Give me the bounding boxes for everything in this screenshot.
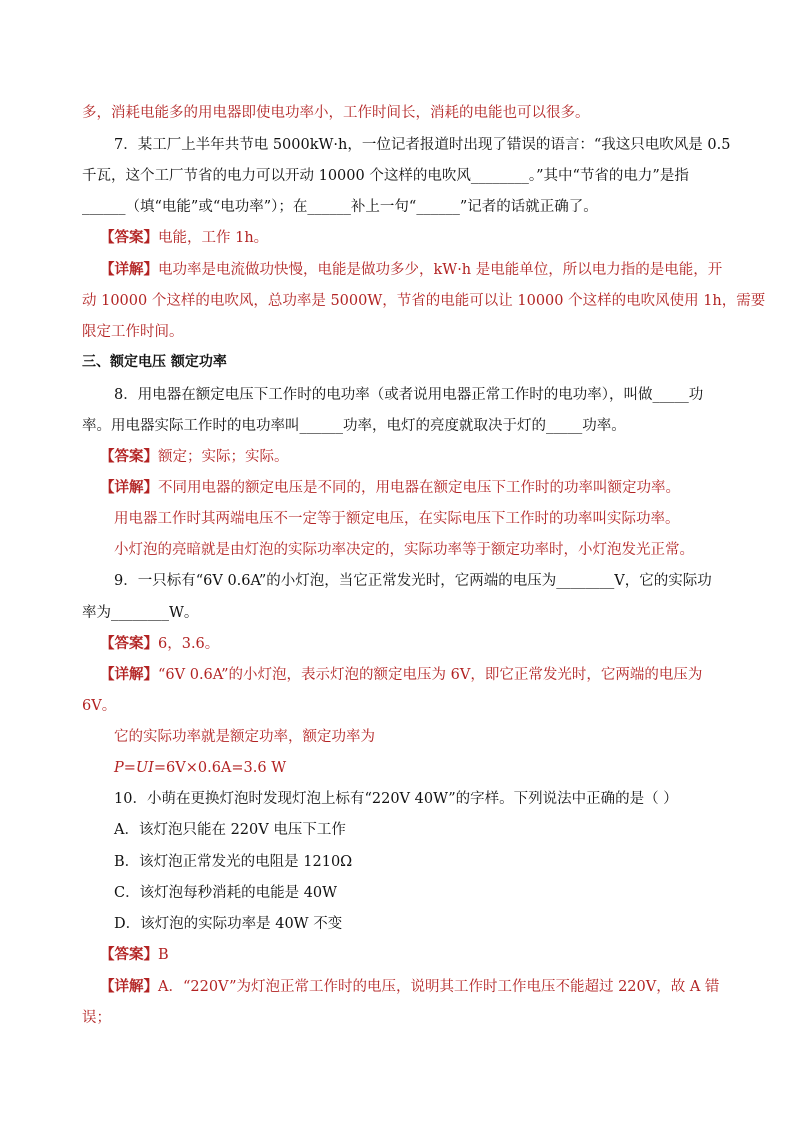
answer-tag: 【答案】 bbox=[100, 635, 158, 652]
option-a: A．该灯泡只能在 220V 电压下工作 bbox=[114, 822, 346, 838]
answer-tag: 【答案】 bbox=[100, 448, 158, 465]
answer-tag: 【答案】 bbox=[100, 946, 158, 963]
detail-line: 用电器工作时其两端电压不一定等于额定电压，在实际电压下工作时的功率叫实际功率。 bbox=[114, 511, 680, 527]
answer-text: 电能，工作 1h。 bbox=[158, 230, 269, 246]
question-7-line: 7．某工厂上半年共节电 5000kW·h，一位记者报道时出现了错误的语言：“我这只电吹风是 0.5 bbox=[114, 137, 731, 153]
formula-variables: P=UI= bbox=[114, 760, 167, 776]
text-line: 多，消耗电能多的用电器即使电功率小，工作时间长，消耗的电能也可以很多。 bbox=[82, 105, 590, 121]
detail-line: 它的实际功率就是额定功率，额定功率为 bbox=[114, 729, 375, 745]
question-7-line: 千瓦，这个工厂节省的电力可以开动 10000 个这样的电吹风________。”其中“节省的电力”是指 bbox=[82, 168, 689, 184]
answer-9 bbox=[100, 634, 219, 654]
option-c: C．该灯泡每秒消耗的电能是 40W bbox=[114, 885, 338, 901]
detail-tag: 【详解】 bbox=[100, 666, 158, 683]
detail-9 bbox=[100, 665, 702, 685]
option-d: D．该灯泡的实际功率是 40W 不变 bbox=[114, 916, 343, 932]
formula-line bbox=[114, 758, 286, 778]
question-9-line: 率为________W。 bbox=[82, 605, 199, 621]
detail-tag: 【详解】 bbox=[100, 261, 158, 278]
detail-tag: 【详解】 bbox=[100, 479, 158, 496]
detail-7 bbox=[100, 260, 722, 280]
detail-10 bbox=[100, 977, 719, 997]
detail-text: A．“220V”为灯泡正常工作时的电压，说明其工作时工作电压不能超过 220V，故 A 错 bbox=[158, 979, 720, 995]
question-9-line: 9．一只标有“6V 0.6A”的小灯泡，当它正常发光时，它两端的电压为________V，它的实际功 bbox=[114, 573, 712, 589]
question-10-line: 10．小萌在更换灯泡时发现灯泡上标有“220V 40W”的字样。下列说法中正确的是（ ） bbox=[114, 791, 678, 807]
answer-8 bbox=[100, 447, 289, 467]
question-8-line: 率。用电器实际工作时的电功率叫______功率，电灯的亮度就取决于灯的_____功率。 bbox=[82, 418, 626, 434]
answer-text: 6，3.6。 bbox=[158, 636, 220, 652]
detail-line: 小灯泡的亮暗就是由灯泡的实际功率决定的，实际功率等于额定功率时，小灯泡发光正常。 bbox=[114, 542, 694, 558]
detail-text: “6V 0.6A”的小灯泡，表示灯泡的额定电压为 6V，即它正常发光时，它两端的电压为 bbox=[158, 667, 703, 683]
formula-value: 6V×0.6A=3.6 W bbox=[166, 760, 287, 776]
option-b: B．该灯泡正常发光的电阻是 1210Ω bbox=[114, 854, 353, 870]
detail-line: 限定工作时间。 bbox=[82, 324, 184, 340]
section-heading: 三、额定电压 额定功率 bbox=[82, 354, 227, 370]
detail-8 bbox=[100, 478, 680, 498]
question-8-line: 8．用电器在额定电压下工作时的电功率（或者说用电器正常工作时的电功率），叫做_____功 bbox=[114, 387, 704, 403]
detail-text: 不同用电器的额定电压是不同的，用电器在额定电压下工作时的功率叫额定功率。 bbox=[158, 480, 680, 496]
question-7-line: ______（填“电能”或“电功率”）；在______补上一句“______”记者的话就正确了。 bbox=[82, 199, 598, 215]
detail-tag: 【详解】 bbox=[100, 978, 158, 995]
detail-line: 误； bbox=[82, 1010, 111, 1026]
answer-text: B bbox=[158, 947, 169, 963]
answer-10 bbox=[100, 945, 169, 965]
detail-text: 电功率是电流做功快慢，电能是做功多少，kW·h 是电能单位，所以电力指的是电能，开 bbox=[158, 262, 723, 278]
detail-line: 6V。 bbox=[82, 698, 117, 714]
detail-line: 动 10000 个这样的电吹风，总功率是 5000W，节省的电能可以让 10000 个这样的电吹风使用 1h，需要 bbox=[82, 293, 766, 309]
answer-7 bbox=[100, 228, 268, 248]
answer-text: 额定；实际；实际。 bbox=[158, 449, 289, 465]
answer-tag: 【答案】 bbox=[100, 229, 158, 246]
